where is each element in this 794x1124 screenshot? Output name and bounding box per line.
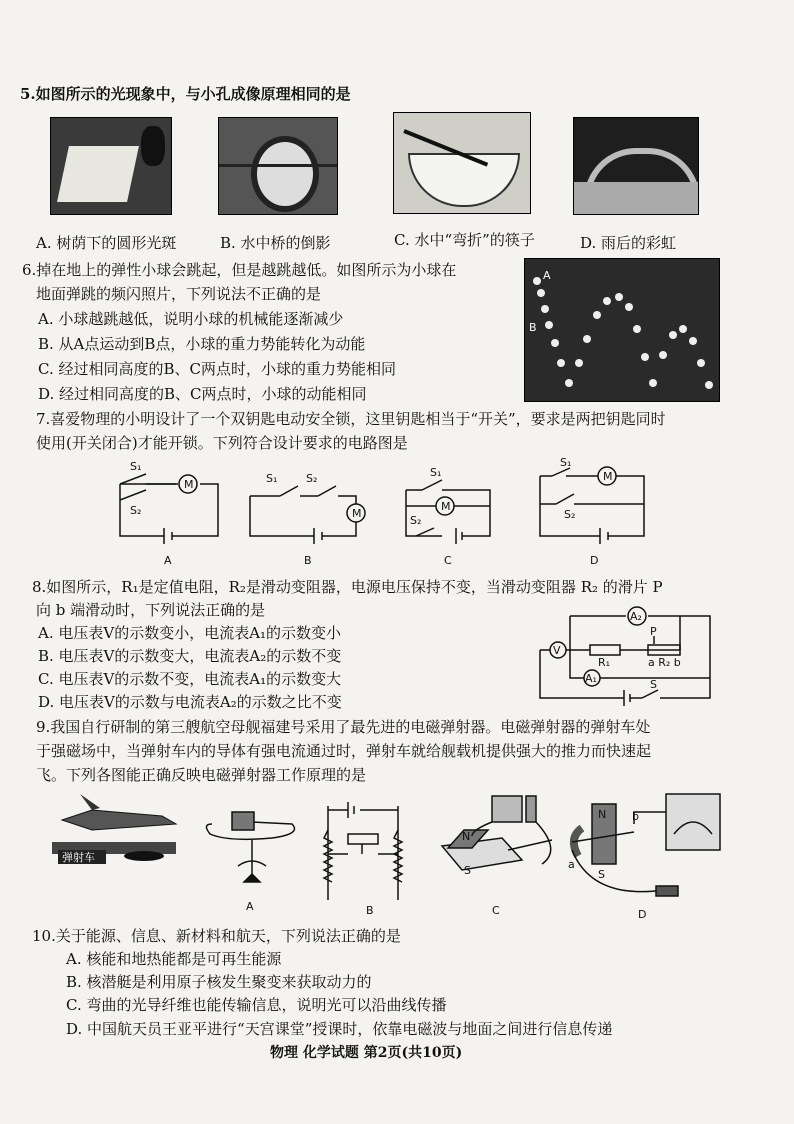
q9d-north-label: N [598,808,607,821]
q8-option-a: A. 电压表V的示数变小，电流表A₁的示数变小 [38,624,342,642]
q7-stem-1: 7.喜爱物理的小明设计了一个双钥匙电动安全锁，这里钥匙相当于“开关”，要求是两把钥匙同时 [36,410,666,428]
q8-option-b: B. 电压表V的示数变大，电流表A₂的示数不变 [38,647,342,665]
q7-label-d: D [590,554,599,566]
page-footer: 物理 化学试题 第2页(共10页) [270,1045,463,1061]
q10-option-a: A. 核能和地热能都是可再生能源 [66,950,282,968]
q8-stem-1: 8.如图所示，R₁是定值电阻，R₂是滑动变阻器，电源电压保持不变，当滑动变阻器 R₂ 的滑片 P [32,578,663,596]
q9c-south-label: S [464,864,471,877]
q7-label-a: A [164,554,172,566]
bent-chopsticks-photo [393,112,531,214]
q7a-motor-label: M [184,478,194,491]
q10-option-d: D. 中国航天员王亚平进行“天宫课堂”授课时，依靠电磁波与地面之间进行信息传递 [66,1020,613,1038]
q8-r2-label: a R₂ b [648,656,681,669]
q7d-motor-label: M [603,470,613,483]
launcher-cart-label: 弹射车 [62,851,95,864]
q9-stem-1: 9.我国自行研制的第三艘航空母舰福建号采用了最先进的电磁弹射器。电磁弹射器的弹射车处 [36,718,651,736]
q9d-south-label: S [598,868,605,881]
q7b-s2-label: S₂ [306,472,318,485]
q8-switch-s-label: S [650,678,657,691]
q6-option-d: D. 经过相同高度的B、C两点时，小球的动能相同 [38,385,367,403]
q8-option-d: D. 电压表V的示数与电流表A₂的示数之比不变 [38,693,342,711]
q8-ammeter-a2-label: A₂ [630,610,642,623]
q7c-s2-label: S₂ [410,514,422,527]
bridge-reflection-photo [218,117,338,215]
q5-stem: 5.如图所示的光现象中，与小孔成像原理相同的是 [20,85,351,103]
q9c-north-label: N [462,830,471,843]
q7-stem-2: 使用(开关闭合)才能开锁。下列符合设计要求的电路图是 [36,434,408,452]
q5-option-c: C. 水中“弯折”的筷子 [394,231,535,249]
point-b-label: B [529,321,537,334]
q8-ammeter-a1-label: A₁ [585,672,597,685]
bouncing-ball-photo [524,258,720,402]
q9d-a-label: a [568,858,575,871]
q8-option-c: C. 电压表V的示数不变，电流表A₁的示数变大 [38,670,342,688]
q9-stem-2: 于强磁场中，当弹射车内的导体有强电流通过时，弹射车就给舰载机提供强大的推力而快速起 [36,742,652,760]
q9-stem-3: 飞。下列各图能正确反映电磁弹射器工作原理的是 [36,766,367,784]
q7c-s1-label: S₁ [430,466,442,479]
q10-option-b: B. 核潜艇是利用原子核发生聚变来获取动力的 [66,973,372,991]
q5-option-b: B. 水中桥的倒影 [220,234,331,252]
q9-label-b: B [366,904,374,917]
q8-r1-label: R₁ [598,656,611,669]
q10-stem: 10.关于能源、信息、新材料和航天，下列说法正确的是 [32,927,401,945]
q8-slider-p-label: P [650,625,657,638]
q5-option-a: A. 树荫下的圆形光斑 [36,234,177,252]
q9d-b-label: b [632,810,639,823]
q7-label-c: C [444,554,452,566]
q6-option-b: B. 从A点运动到B点，小球的重力势能转化为动能 [38,335,366,353]
q7b-motor-label: M [352,507,362,520]
q9-label-d: D [638,908,647,920]
q8-voltmeter-label: V [553,644,561,657]
q6-stem-2: 地面弹跳的频闪照片，下列说法不正确的是 [36,285,322,303]
q8-circuit-diagram [530,602,716,706]
q7a-s1-label: S₁ [130,460,142,473]
q7c-motor-label: M [441,500,451,513]
q7b-s1-label: S₁ [266,472,278,485]
q7d-s1-label: S₁ [560,456,572,469]
q8-stem-2: 向 b 端滑动时，下列说法正确的是 [36,601,266,619]
q9-figures [52,790,722,920]
tree-shade-photo [50,117,172,215]
q7-label-b: B [304,554,312,566]
rainbow-photo [573,117,699,215]
q7a-s2-label: S₂ [130,504,142,517]
q9-label-a: A [246,900,254,913]
q5-option-d: D. 雨后的彩虹 [580,234,677,252]
bounce-trajectory [525,259,719,401]
q10-option-c: C. 弯曲的光导纤维也能传输信息，说明光可以沿曲线传播 [66,996,447,1014]
q9-label-c: C [492,904,500,917]
point-a-label: A [543,269,551,282]
carrier-jet-figure [52,794,176,864]
q6-option-a: A. 小球越跳越低，说明小球的机械能逐渐减少 [38,310,344,328]
q7d-s2-label: S₂ [564,508,576,521]
q7-circuit-diagrams [100,456,720,566]
q6-option-c: C. 经过相同高度的B、C两点时，小球的重力势能相同 [38,360,396,378]
q6-stem-1: 6.掉在地上的弹性小球会跳起，但是越跳越低。如图所示为小球在 [22,261,457,279]
